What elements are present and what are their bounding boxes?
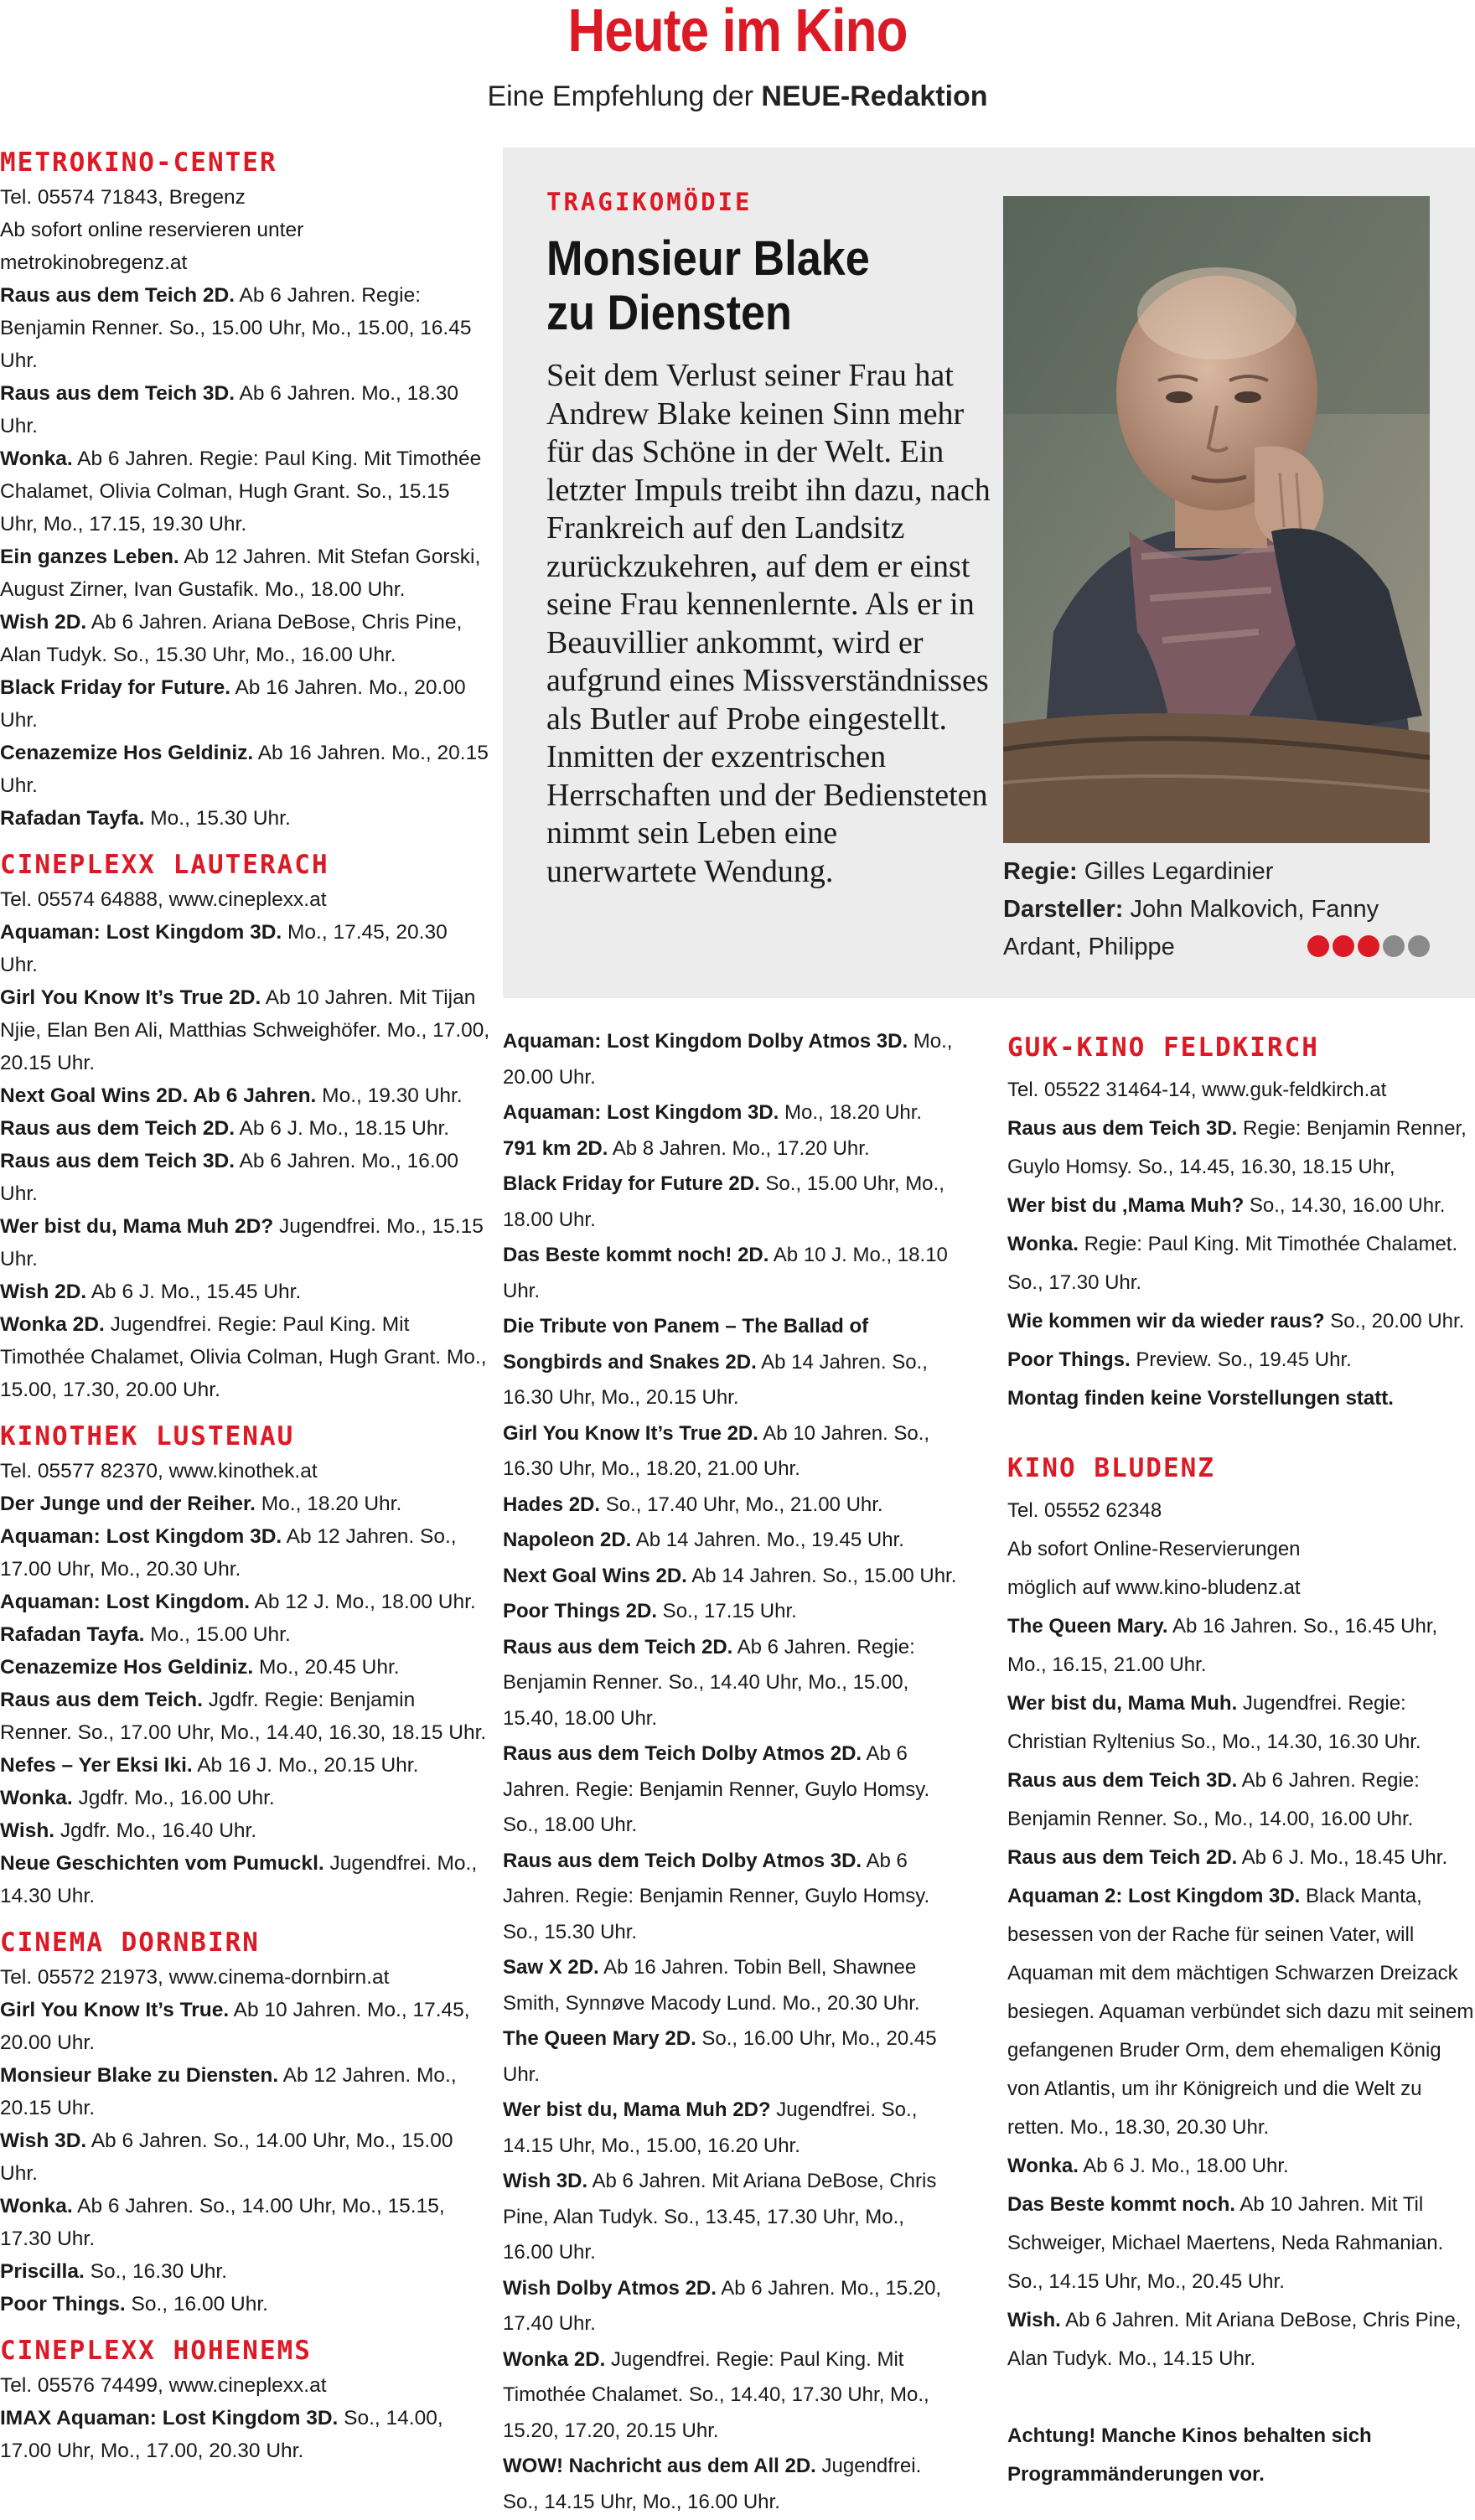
listing-details: Ab 16 Jahren. Mo., 20.15 Uhr. [0, 742, 489, 797]
listing-entry [503, 2271, 960, 2342]
left-column [0, 144, 490, 2467]
cinema-name: METROKINO-CENTER [0, 147, 277, 178]
listing-title: Cenazemize Hos Geldiniz. [0, 742, 254, 764]
closing-note: Achtung! Manche Kinos behalten sich Programmänderungen vor. [1007, 2424, 1372, 2486]
listing-title: Raus aus dem Teich 2D. [503, 1635, 733, 1658]
listing-details: Ab 8 Jahren. Mo., 17.20 Uhr. [608, 1136, 870, 1160]
listing-title: Raus aus dem Teich 3D. [1007, 1117, 1238, 1140]
listing-title: Aquaman: Lost Kingdom 3D. [0, 1525, 282, 1548]
subtitle-brand: NEUE-Redaktion [761, 80, 988, 112]
listing-details: Ab 16 J. Mo., 20.15 Uhr. [192, 1754, 419, 1777]
listing-title: Das Beste kommt noch. [1007, 2193, 1236, 2216]
cinema-block [0, 2332, 490, 2467]
rating-dot-filled [1358, 935, 1379, 957]
listing-entry [0, 1994, 490, 2059]
regie-label: Regie: [1003, 858, 1078, 885]
listing-details: Ab 12 Jahren. So., 17.00 Uhr, Mo., 20.30 Uhr. [0, 1525, 457, 1581]
listing-title: Das Beste kommt noch! 2D. [503, 1244, 769, 1266]
listing-details: Jgdfr. Regie: Benjamin Renner. So., 17.00 Uhr, Mo., 14.40, 16.30, 18.15 Uhr. [0, 1689, 487, 1744]
listing-entry [0, 1651, 490, 1684]
listing-details: So., 16.00 Uhr. [125, 2293, 268, 2316]
listing-entry [0, 2288, 490, 2321]
listing-entry [503, 2021, 960, 2093]
listing-details: Jugendfrei. Regie: Paul King. Mit Timothée Chalamet, Olivia Colman, Hugh Grant. Mo., 15.00, 17.30, 20.00 Uhr. [0, 1313, 487, 1401]
listing-title: Raus aus dem Teich Dolby Atmos 2D. [503, 1742, 862, 1765]
listing-title: Wonka 2D. [0, 1313, 105, 1336]
listing-title: Wer bist du, Mama Muh. [1007, 1692, 1238, 1715]
listing-details: Jgdfr. Mo., 16.40 Uhr. [54, 1819, 257, 1842]
darsteller-value: John Malkovich, Fanny Ardant, Philippe [1003, 896, 1379, 960]
listing-entry [503, 1309, 960, 1416]
listing-title: Wonka. [0, 1787, 73, 1809]
listing-title: Poor Things. [1007, 1348, 1131, 1371]
listing-entry [0, 606, 490, 671]
cinema-contact: Tel. 05574 71843, Bregenz [0, 186, 246, 209]
listing-details: Ab 6 Jahren. Mo., 18.30 Uhr. [0, 382, 458, 437]
listing-details: Ab 10 Jahren. Mit Tijan Njie, Elan Ben Ali, Matthias Schweighöfer. Mo., 17.00, 20.15 Uhr. [0, 986, 490, 1074]
listing-entry [0, 2402, 490, 2467]
listing-entry [0, 1618, 490, 1651]
listing-title: Raus aus dem Teich 3D. [0, 382, 235, 405]
darsteller-label: Darsteller: [1003, 896, 1124, 923]
listing-entry [0, 1684, 490, 1749]
cinema-block [1007, 1445, 1475, 2378]
cinema-block [0, 1924, 490, 2321]
listing-entry [0, 1847, 490, 1912]
listing-title: Nefes – Yer Eksi Iki. [0, 1754, 193, 1777]
cinema-block [0, 1418, 490, 1912]
listing-details: Ab 6 Jahren. Mo., 15.20, 17.40 Uhr. [503, 2276, 942, 2335]
cinema-contact: Tel. 05576 74499, www.cineplexx.at [0, 2374, 327, 2397]
cinema-name: CINEMA DORNBIRN [0, 1928, 260, 1958]
listing-details: Jugendfrei. Mo., 14.30 Uhr. [0, 1852, 478, 1907]
listing-entry [1007, 1379, 1475, 1418]
listing-entry [0, 737, 490, 802]
listing-details: Ab 6 Jahren. Regie: Benjamin Renner. So., Mo., 14.00, 16.00 Uhr. [1007, 1769, 1420, 1830]
listing-title: Napoleon 2D. [503, 1529, 632, 1551]
listing-entry [1007, 2301, 1475, 2378]
listing-details: Ab 6 Jahren. Regie: Benjamin Renner, Guylo Homsy. So., 15.30 Uhr. [503, 1849, 930, 1943]
listing-details: Mo., 18.20 Uhr. [255, 1493, 402, 1515]
listing-title: Monsieur Blake zu Diensten. [0, 2064, 279, 2087]
cinema-name: CINEPLEXX LAUTERACH [0, 850, 329, 880]
listing-title: Wer bist du, Mama Muh 2D? [0, 1215, 274, 1238]
listing-entry [0, 2190, 490, 2255]
listing-details: Ab 6 Jahren. Regie: Paul King. Mit Timothée Chalamet, Olivia Colman, Hugh Grant. So., 15.15 Uhr, Mo., 17.15, 19.30 Uhr. [0, 448, 482, 536]
cinema-contact: Ab sofort Online-Reservierungen [1007, 1538, 1301, 1560]
listing-entry [1007, 1110, 1475, 1187]
listing-details: Mo., 17.45, 20.30 Uhr. [0, 921, 448, 976]
listing-details: Ab 6 Jahren. Mit Ariana DeBose, Chris Pine, Alan Tudyk. So., 13.45, 17.30 Uhr, Mo., 16.00 Uhr. [503, 2170, 937, 2264]
listing-entry [0, 1814, 490, 1847]
listing-entry [503, 1523, 960, 1559]
listing-title: Aquaman 2: Lost Kingdom 3D. [1007, 1885, 1301, 1907]
listing-title: IMAX Aquaman: Lost Kingdom 3D. [0, 2407, 339, 2429]
listing-entry [0, 1520, 490, 1586]
listing-title: Der Junge und der Reiher. [0, 1493, 256, 1515]
listing-title: Wish 3D. [0, 2129, 87, 2152]
listing-title: Next Goal Wins 2D. [503, 1564, 687, 1587]
listing-entry [0, 279, 490, 377]
cinema-contact: Tel. 05522 31464-14, www.guk-feldkirch.at [1007, 1079, 1387, 1101]
right-column [1007, 1024, 1475, 2514]
listing-title: Next Goal Wins 2D. Ab 6 Jahren. [0, 1084, 317, 1107]
listing-details: So., 16.00 Uhr, Mo., 20.45 Uhr. [503, 2027, 937, 2086]
listing-details: Black Manta, besessen von der Rache für seinen Vater, will Aquaman mit dem mächtigen Schwarzen Dreizack besiegen. Aquaman verbündet sich dazu mit seinem gefangenen Bruder Orm, dem ehemaligen König von Atlantis, um ihr Königreich und die Welt zu retten. Mo., 18.30, 20.30 Uhr. [1007, 1885, 1474, 2139]
listing-entry [503, 2449, 960, 2520]
listing-entry [503, 1950, 960, 2021]
listing-entry [1007, 2147, 1475, 2186]
listing-title: Rafadan Tayfa. [0, 1623, 145, 1646]
listing-title: Ein ganzes Leben. [0, 546, 179, 568]
listing-details: Mo., 20.45 Uhr. [253, 1656, 400, 1679]
listing-details: Ab 12 J. Mo., 18.00 Uhr. [250, 1591, 476, 1613]
listing-entry [503, 2093, 960, 2164]
middle-column [503, 1024, 960, 2520]
listing-entry [503, 1736, 960, 1844]
listing-entry [503, 1630, 960, 1737]
listing-title: Wish. [1007, 2309, 1061, 2331]
listing-title: WOW! Nachricht aus dem All 2D. [503, 2455, 816, 2477]
listing-title: Black Friday for Future. [0, 676, 231, 699]
listing-entry [0, 981, 490, 1079]
listing-title: Wonka 2D. [503, 2347, 606, 2371]
listing-title: Poor Things. [0, 2293, 126, 2316]
listing-title: Raus aus dem Teich. [0, 1689, 203, 1711]
cinema-contact: Tel. 05552 62348 [1007, 1499, 1162, 1522]
rating-dot-filled [1307, 935, 1329, 957]
featured-film-box [503, 147, 1475, 998]
listing-details: So., 16.30 Uhr. [84, 2260, 228, 2283]
listing-entry [1007, 1341, 1475, 1379]
listing-details: Ab 16 Jahren. Tobin Bell, Shawnee Smith, Synnøve Macody Lund. Mo., 20.30 Uhr. [503, 1956, 920, 2015]
listing-details: Mo., 20.00 Uhr. [503, 1030, 953, 1089]
listing-entry [1007, 2186, 1475, 2301]
listing-title: Raus aus dem Teich 3D. [1007, 1769, 1238, 1792]
listing-entry [0, 1079, 490, 1112]
listing-entry [503, 1844, 960, 1951]
page-title: Heute im Kino [567, 0, 908, 65]
listing-details: So., 14.30, 16.00 Uhr. [1244, 1194, 1446, 1217]
rating-dot-filled [1333, 935, 1354, 957]
cinema-name: KINO BLUDENZ [1007, 1453, 1215, 1483]
listing-title: Raus aus dem Teich 2D. [0, 1117, 235, 1140]
listing-entry [1007, 1877, 1475, 2147]
cinema-contact: Tel. 05574 64888, www.cineplexx.at [0, 888, 327, 911]
listing-title: Die Tribute von Panem – The Ballad of Songbirds and Snakes 2D. [503, 1315, 869, 1374]
listing-details: Ab 6 Jahren. Regie: Benjamin Renner. So., 14.40 Uhr, Mo., 15.00, 15.40, 18.00 Uhr. [503, 1635, 915, 1730]
listing-entry [0, 1586, 490, 1618]
cinema-contact: Tel. 05572 21973, www.cinema-dornbirn.at [0, 1966, 390, 1989]
listing-title: Raus aus dem Teich Dolby Atmos 3D. [503, 1849, 862, 1872]
listing-title: Wie kommen wir da wieder raus? [1007, 1310, 1325, 1332]
listing-details: So., 17.15 Uhr. [657, 1600, 797, 1622]
listing-entry [503, 2164, 960, 2271]
listing-title: Wish 2D. [0, 1281, 87, 1303]
listing-title: Hades 2D. [503, 1493, 601, 1516]
listing-title: Wish 2D. [0, 611, 87, 634]
listing-details: Regie: Paul King. Mit Timothée Chalamet. So., 17.30 Uhr. [1007, 1233, 1458, 1294]
actor-portrait-illustration [1003, 196, 1430, 843]
featured-title-line-2: zu Diensten [546, 286, 792, 340]
listing-details: Regie: Benjamin Renner, Guylo Homsy. So., 14.45, 16.30, 18.15 Uhr, [1007, 1117, 1467, 1178]
listing-entry [503, 1594, 960, 1630]
listing-title: Raus aus dem Teich 3D. [0, 1150, 235, 1172]
listing-details: Ab 6 Jahren. So., 14.00 Uhr, Mo., 15.15, 17.30 Uhr. [0, 2195, 445, 2250]
listing-details: Mo., 18.20 Uhr. [779, 1101, 923, 1124]
rating-dot-empty [1408, 935, 1430, 957]
listing-details: Ab 12 Jahren. Mit Stefan Gorski, August Zirner, Ivan Gustafik. Mo., 18.00 Uhr. [0, 546, 481, 601]
listing-details: Ab 14 Jahren. Mo., 19.45 Uhr. [631, 1529, 904, 1551]
listing-details: Ab 16 Jahren. Mo., 20.00 Uhr. [0, 676, 466, 732]
listing-entry [503, 2342, 960, 2450]
actor-photo [1003, 196, 1430, 843]
listing-title: Wer bist du, Mama Muh 2D? [503, 2098, 771, 2121]
listing-details: Jugendfrei. Regie: Christian Ryltenius So., Mo., 14.30, 16.30 Uhr. [1007, 1692, 1421, 1753]
listing-title: Aquaman: Lost Kingdom. [0, 1591, 251, 1613]
listing-details: Mo., 15.00 Uhr. [144, 1623, 291, 1646]
cinema-block [1007, 1024, 1475, 1418]
listing-title: Wish Dolby Atmos 2D. [503, 2276, 717, 2300]
listing-title: Wonka. [0, 2195, 73, 2217]
listing-entry [0, 2255, 490, 2288]
listing-title: Girl You Know It’s True 2D. [503, 1421, 758, 1445]
regie-value: Gilles Legardinier [1077, 858, 1274, 885]
listing-title: Saw X 2D. [503, 1956, 599, 1979]
listing-details: Mo., 19.30 Uhr. [316, 1084, 463, 1107]
listing-details: Ab 6 Jahren. Regie: Benjamin Renner, Guylo Homsy. So., 18.00 Uhr. [503, 1742, 930, 1836]
listing-details: Ab 14 Jahren. So., 15.00 Uhr. [686, 1564, 957, 1587]
listing-details: Ab 12 Jahren. Mo., 20.15 Uhr. [0, 2064, 457, 2119]
listing-details: Jgdfr. Mo., 16.00 Uhr. [72, 1787, 275, 1809]
listing-entry [503, 1238, 960, 1309]
listing-entry [0, 1749, 490, 1782]
listing-entry [0, 1276, 490, 1308]
listing-entry [503, 1167, 960, 1238]
cinema-name: CINEPLEXX HOHENEMS [0, 2336, 312, 2366]
cinema-name: GUK-KINO FELDKIRCH [1007, 1032, 1319, 1063]
listing-details: Mo., 15.30 Uhr. [144, 807, 291, 830]
listing-entry [0, 1488, 490, 1520]
listing-title: Black Friday for Future 2D. [503, 1172, 760, 1195]
listing-details: Ab 6 Jahren. Mo., 16.00 Uhr. [0, 1150, 458, 1205]
listing-details: Ab 10 Jahren. Mo., 17.45, 20.00 Uhr. [0, 1999, 470, 2054]
featured-genre: TRAGIKOMÖDIE [546, 188, 753, 216]
listing-title: Wonka. [1007, 2155, 1079, 2177]
listing-details: Ab 10 J. Mo., 18.10 Uhr. [503, 1244, 948, 1302]
subtitle-prefix: Eine Empfehlung der [487, 80, 762, 112]
rating-dots [1307, 935, 1430, 957]
listing-details: Ab 6 Jahren. Ariana DeBose, Chris Pine, Alan Tudyk. So., 15.30 Uhr, Mo., 16.00 Uhr. [0, 611, 463, 666]
listing-title: Priscilla. [0, 2260, 85, 2283]
listing-details: Jugendfrei. Regie: Paul King. Mit Timothée Chalamet. So., 14.40, 17.30 Uhr, Mo., 15.20, 17.20, 20.15 Uhr. [503, 2347, 929, 2442]
listing-details: So., 14.00, 17.00 Uhr, Mo., 17.00, 20.30 Uhr. [0, 2407, 443, 2462]
listing-title: Montag finden keine Vorstellungen statt. [1007, 1387, 1394, 1410]
listing-details: Ab 6 J. Mo., 18.00 Uhr. [1078, 2155, 1289, 2177]
listing-entry [0, 1782, 490, 1814]
listing-entry [1007, 1302, 1475, 1341]
listing-title: Neue Geschichten vom Pumuckl. [0, 1852, 324, 1875]
listing-details: Ab 6 Jahren. Mit Ariana DeBose, Chris Pine, Alan Tudyk. Mo., 14.15 Uhr. [1007, 2309, 1462, 2370]
listing-title: Girl You Know It’s True. [0, 1999, 230, 2021]
cinema-contact: metrokinobregenz.at [0, 251, 188, 274]
listing-details: Ab 10 Jahren. Mit Til Schweiger, Michael Maertens, Neda Rahmanian. So., 14.15 Uhr, Mo., 20.45 Uhr. [1007, 2193, 1444, 2293]
listing-title: The Queen Mary. [1007, 1615, 1168, 1638]
cinema-contact: Tel. 05577 82370, www.kinothek.at [0, 1460, 318, 1483]
listing-details: Ab 10 Jahren. So., 16.30 Uhr, Mo., 18.20, 21.00 Uhr. [503, 1421, 930, 1480]
listing-title: Girl You Know It’s True 2D. [0, 986, 261, 1009]
cinema-block [0, 846, 490, 1406]
listing-entry [503, 1095, 960, 1131]
listing-title: Poor Things 2D. [503, 1600, 658, 1622]
listing-details: So., 20.00 Uhr. [1324, 1310, 1465, 1332]
listing-details: Ab 6 Jahren. Regie: Benjamin Renner. So., 15.00 Uhr, Mo., 15.00, 16.45 Uhr. [0, 284, 472, 372]
listing-entry [1007, 1187, 1475, 1225]
listing-entry [1007, 1839, 1475, 1877]
featured-synopsis: Seit dem Verlust seiner Frau hat Andrew Blake keinen Sinn mehr für das Schöne in der Welt. Ein letzter Impuls treibt ihn dazu, nach Frankreich auf den Landsitz zurückzukehren, auf dem er einst seine Frau kennenlernte. Als er in Beauvillier ankommt, wird er aufgrund eines Missverständnisses als Butler auf Probe eingestellt. Inmitten der exzentrischen Herrschaften und der Bediensteten nimmt sein Leben eine unerwartete Wendung. [546, 358, 991, 889]
listing-entry [1007, 1762, 1475, 1839]
listing-entry [0, 1112, 490, 1145]
listing-title: Cenazemize Hos Geldiniz. [0, 1656, 254, 1679]
listing-details: Jugendfrei. So., 14.15 Uhr, Mo., 15.00, 16.20 Uhr. [503, 2098, 918, 2157]
listing-entry [0, 802, 490, 835]
listing-details: Ab 6 J. Mo., 18.45 Uhr. [1237, 1846, 1448, 1869]
featured-title-line-1: Monsieur Blake [546, 231, 870, 286]
listing-entry [0, 916, 490, 981]
listing-entry [0, 442, 490, 541]
cinema-name: KINOTHEK LUSTENAU [0, 1421, 295, 1451]
listing-title: Raus aus dem Teich 2D. [0, 284, 235, 307]
listing-entry [0, 1308, 490, 1406]
listing-entry [503, 1131, 960, 1167]
featured-title [546, 231, 969, 340]
listing-title: Aquaman: Lost Kingdom 3D. [503, 1101, 779, 1124]
listing-title: Wonka. [1007, 1233, 1079, 1255]
listing-details: Ab 6 Jahren. So., 14.00 Uhr, Mo., 15.00 Uhr. [0, 2129, 453, 2185]
listing-details: So., 15.00 Uhr, Mo., 18.00 Uhr. [503, 1172, 945, 1231]
listing-details: Ab 6 J. Mo., 15.45 Uhr. [86, 1281, 302, 1303]
listing-entry [0, 541, 490, 606]
listing-title: 791 km 2D. [503, 1136, 608, 1160]
listing-details: So., 17.40 Uhr, Mo., 21.00 Uhr. [600, 1493, 883, 1516]
cinema-contact: möglich auf www.kino-bludenz.at [1007, 1576, 1301, 1599]
listing-details: Jugendfrei. Mo., 15.15 Uhr. [0, 1215, 484, 1270]
cinema-block [0, 144, 490, 835]
listing-entry [1007, 1225, 1475, 1302]
listing-title: Aquaman: Lost Kingdom 3D. [0, 921, 282, 944]
cinema-contact: Ab sofort online reservieren unter [0, 219, 304, 241]
listing-entry [1007, 1607, 1475, 1684]
listing-title: Wish. [0, 1819, 55, 1842]
listing-entry [503, 1024, 960, 1095]
listing-title: Aquaman: Lost Kingdom Dolby Atmos 3D. [503, 1030, 908, 1053]
listing-entry [0, 671, 490, 737]
listing-details: Ab 16 Jahren. So., 16.45 Uhr, Mo., 16.15, 21.00 Uhr. [1007, 1615, 1438, 1676]
listing-entry [0, 1210, 490, 1276]
listing-details: Ab 14 Jahren. So., 16.30 Uhr, Mo., 20.15 Uhr. [503, 1350, 928, 1409]
listing-title: Wish 3D. [503, 2170, 588, 2192]
listing-entry [0, 2124, 490, 2190]
listing-details: Ab 6 J. Mo., 18.15 Uhr. [235, 1117, 450, 1140]
listing-title: Raus aus dem Teich 2D. [1007, 1846, 1238, 1869]
listing-details: Jugendfrei. So., 14.15 Uhr, Mo., 16.00 Uhr. [503, 2455, 922, 2513]
listing-details: Preview. So., 19.45 Uhr. [1130, 1348, 1352, 1371]
listing-title: The Queen Mary 2D. [503, 2027, 696, 2050]
listing-entry [503, 1416, 960, 1488]
rating-dot-empty [1383, 935, 1405, 957]
listing-entry [0, 377, 490, 442]
listing-title: Wer bist du ‚Mama Muh? [1007, 1194, 1245, 1217]
listing-entry [1007, 1684, 1475, 1762]
listing-entry [503, 1559, 960, 1595]
listing-entry [0, 1145, 490, 1210]
listing-title: Wonka. [0, 448, 73, 470]
listing-title: Rafadan Tayfa. [0, 807, 145, 830]
page-subtitle [0, 80, 1475, 113]
listing-entry [0, 2059, 490, 2124]
listing-entry [503, 1488, 960, 1524]
